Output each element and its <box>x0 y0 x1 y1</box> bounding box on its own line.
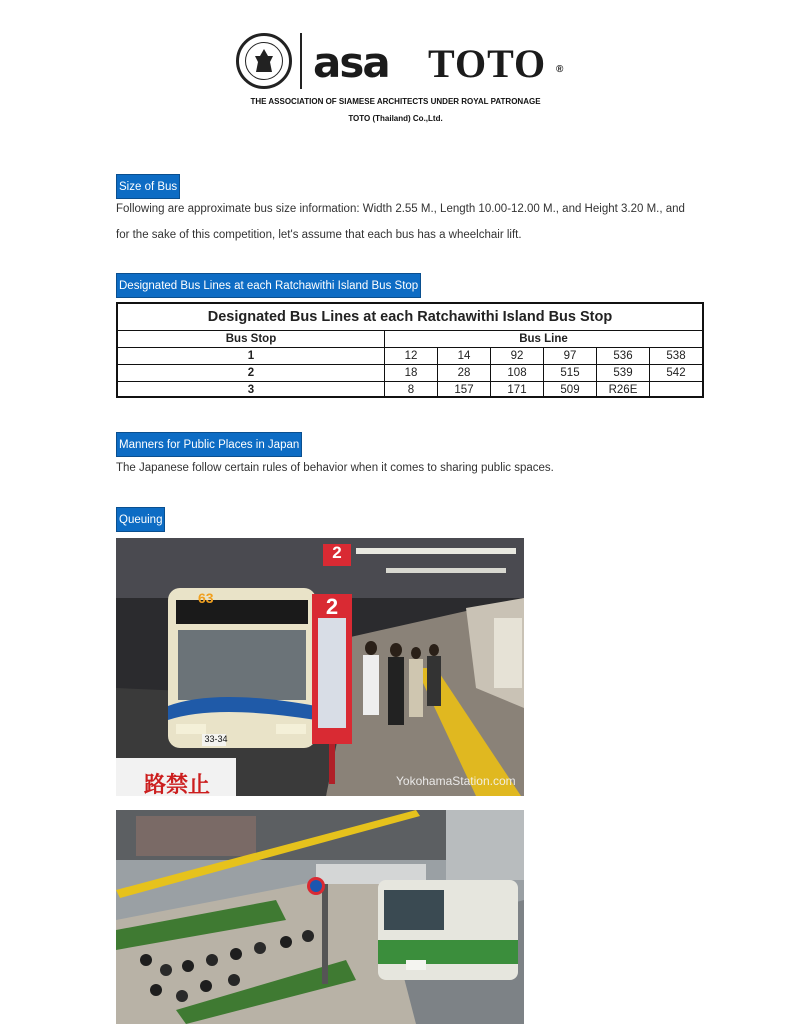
line-cell: 97 <box>543 348 596 364</box>
table-row <box>118 365 702 382</box>
line-cell: 171 <box>490 382 543 398</box>
line-cell: 28 <box>437 365 490 381</box>
stop-cell: 3 <box>247 384 255 396</box>
line-cell: 509 <box>543 382 596 398</box>
line-cell: 539 <box>596 365 649 381</box>
line-cell: 14 <box>437 348 490 364</box>
line-cell: 542 <box>649 365 702 381</box>
association-name: THE ASSOCIATION OF SIAMESE ARCHITECTS UNDER ROYAL PATRONAGE <box>250 97 541 106</box>
kanji-sign: 路禁止 <box>144 772 211 796</box>
table-row <box>118 348 702 365</box>
header-bus-line: Bus Line <box>384 331 702 347</box>
line-cell: 18 <box>384 365 437 381</box>
line-cell: 515 <box>543 365 596 381</box>
asa-seal-logo <box>236 33 292 89</box>
photo-watermark: YokohamaStation.com <box>396 774 516 788</box>
asa-logo-text: asa <box>313 38 389 87</box>
bus-destination-sign: 63 <box>198 590 214 606</box>
table-row <box>118 382 702 398</box>
table-header-row <box>118 331 702 348</box>
bus-size-line-1: Following are approximate bus size information: Width 2.55 M., Length 10.00-12.00 M., and Height 3.20 M., and <box>116 203 685 215</box>
line-cell: 8 <box>384 382 437 398</box>
company-name: TOTO (Thailand) Co.,Ltd. <box>348 114 443 123</box>
manners-text: The Japanese follow certain rules of behavior when it comes to sharing public spaces. <box>116 462 554 474</box>
line-cell: 108 <box>490 365 543 381</box>
line-cell <box>649 382 702 398</box>
bus-lines-table <box>116 302 704 398</box>
bus-size-line-2: for the sake of this competition, let's assume that each bus has a wheelchair lift. <box>116 229 522 241</box>
heading-designated-bus-lines: Designated Bus Lines at each Ratchawithi Island Bus Stop <box>116 273 421 298</box>
bus-plate: 33-34 <box>204 734 228 744</box>
stop-cell: 2 <box>247 367 255 379</box>
heading-queuing: Queuing <box>116 507 165 532</box>
toto-logo-text: TOTO <box>428 41 547 86</box>
line-cell: 157 <box>437 382 490 398</box>
heading-size-of-bus: Size of Bus <box>116 174 180 199</box>
table-title: Designated Bus Lines at each Ratchawithi Island Bus Stop <box>118 304 702 331</box>
queuing-photo-bus-stop <box>116 538 524 796</box>
line-cell: 92 <box>490 348 543 364</box>
line-cell: 536 <box>596 348 649 364</box>
bus-stop-number: 2 <box>332 543 342 562</box>
queuing-photo-aerial <box>116 810 524 1024</box>
logo-divider <box>300 33 302 89</box>
heading-manners: Manners for Public Places in Japan <box>116 432 302 457</box>
line-cell: 12 <box>384 348 437 364</box>
line-cell: R26E <box>596 382 649 398</box>
stop-cell: 1 <box>247 350 255 362</box>
header-bus-stop: Bus Stop <box>225 333 277 345</box>
bus-stop-pole-number: 2 <box>325 594 339 619</box>
line-cell: 538 <box>649 348 702 364</box>
registered-mark: ® <box>556 64 564 75</box>
